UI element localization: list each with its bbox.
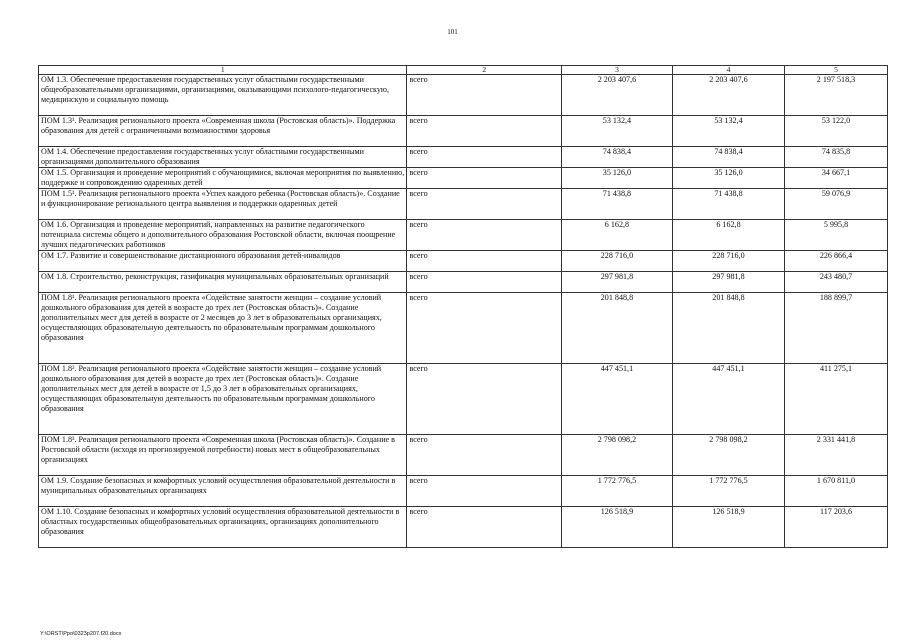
value-col-5: 59 076,9 [785, 189, 888, 220]
table-row [39, 272, 888, 293]
funding-type: всего [407, 476, 561, 507]
funding-type: всего [407, 272, 561, 293]
value-col-4: 1 772 776,5 [672, 476, 784, 507]
value-col-3: 74 838,4 [561, 147, 672, 168]
value-col-5: 74 835,8 [785, 147, 888, 168]
value-col-5: 5 995,8 [785, 220, 888, 251]
value-col-4: 2 798 098,2 [672, 435, 784, 476]
header-col-4: 4 [672, 66, 784, 75]
funding-type: всего [407, 147, 561, 168]
table-row [39, 364, 888, 435]
value-col-5: 1 670 811,0 [785, 476, 888, 507]
table-row [39, 220, 888, 251]
table-row [39, 251, 888, 272]
measure-name: ОМ 1.5. Организация и проведение мероприятий с обучающимися, включая мероприятия по выявлению, поддержке и сопровождению одаренных детей [39, 168, 407, 189]
funding-type: всего [407, 293, 561, 364]
measure-name: ОМ 1.9. Создание безопасных и комфортных условий осуществления образовательной деятельности в муниципальных образовательных организациях [39, 476, 407, 507]
value-col-4: 71 438,8 [672, 189, 784, 220]
value-col-5: 2 331 441,8 [785, 435, 888, 476]
funding-type: всего [407, 168, 561, 189]
header-col-5: 5 [785, 66, 888, 75]
header-col-1: 1 [39, 66, 407, 75]
value-col-3: 71 438,8 [561, 189, 672, 220]
funding-type: всего [407, 364, 561, 435]
value-col-5: 411 275,1 [785, 364, 888, 435]
measure-name: ПОМ 1.8¹. Реализация регионального проекта «Содействие занятости женщин – создание условий дошкольного образования для детей в возрасте до трех лет (Ростовская область)». Создание дополнительных мест для детей в возрасте от 2 месяцев до 3 лет в образовательных организациях, осуществляющих образовательную деятельность по образовательным программам дошкольного образования [39, 293, 407, 364]
measure-name: ПОМ 1.8³. Реализация регионального проекта «Современная школа (Ростовская область)». Создание в Ростовской области (исходя из прогнозируемой потребности) новых мест в общеобразовательных организациях [39, 435, 407, 476]
value-col-3: 2 203 407,6 [561, 75, 672, 116]
value-col-4: 228 716,0 [672, 251, 784, 272]
value-col-3: 6 162,8 [561, 220, 672, 251]
measure-name: ПОМ 1.3¹. Реализация регионального проекта «Современная школа (Ростовская область)». Поддержка образования для детей с ограниченными возможностями здоровья [39, 116, 407, 147]
table-row [39, 189, 888, 220]
value-col-5: 243 480,7 [785, 272, 888, 293]
table-row [39, 476, 888, 507]
table-header-row [39, 66, 888, 75]
measure-name: ПОМ 1.8². Реализация регионального проекта «Содействие занятости женщин – создание условий дошкольного образования для детей в возрасте до трех лет (Ростовская область)». Создание дополнительных мест для детей в возрасте от 1,5 до 3 лет в образовательных организациях, осуществляющих образовательную деятельность по образовательным программам дошкольного образования [39, 364, 407, 435]
table-row [39, 435, 888, 476]
value-col-4: 2 203 407,6 [672, 75, 784, 116]
table-row [39, 147, 888, 168]
header-col-2: 2 [407, 66, 561, 75]
value-col-5: 34 667,1 [785, 168, 888, 189]
value-col-5: 53 122,0 [785, 116, 888, 147]
measure-name: ОМ 1.3. Обеспечение предоставления государственных услуг областными государственными общеобразовательными организациями, организациями, оказывающими психолого-педагогическую, медицинскую и социальную помощь [39, 75, 407, 116]
page-number: 101 [447, 28, 458, 36]
funding-type: всего [407, 75, 561, 116]
value-col-3: 53 132,4 [561, 116, 672, 147]
value-col-4: 201 848,8 [672, 293, 784, 364]
measure-name: ОМ 1.10. Создание безопасных и комфортных условий осуществления образовательной деятельности в областных государственных общеобразовательных организациях, организациях дополнительного образования [39, 507, 407, 548]
value-col-3: 447 451,1 [561, 364, 672, 435]
value-col-5: 2 197 518,3 [785, 75, 888, 116]
value-col-3: 2 798 098,2 [561, 435, 672, 476]
file-path-footer: Y:\ORST\Ppo\0323p207.f20.docx [40, 631, 122, 637]
funding-type: всего [407, 189, 561, 220]
measure-name: ОМ 1.8. Строительство, реконструкция, газификация муниципальных образовательных организаций [39, 272, 407, 293]
value-col-4: 447 451,1 [672, 364, 784, 435]
measure-name: ОМ 1.7. Развитие и совершенствование дистанционного образования детей-инвалидов [39, 251, 407, 272]
measure-name: ОМ 1.4. Обеспечение предоставления государственных услуг областными государственными организациями дополнительного образования [39, 147, 407, 168]
header-col-3: 3 [561, 66, 672, 75]
value-col-4: 126 518,9 [672, 507, 784, 548]
value-col-3: 1 772 776,5 [561, 476, 672, 507]
value-col-3: 297 981,8 [561, 272, 672, 293]
funding-type: всего [407, 507, 561, 548]
funding-type: всего [407, 220, 561, 251]
table-row [39, 168, 888, 189]
value-col-3: 35 126,0 [561, 168, 672, 189]
table-row [39, 75, 888, 116]
value-col-3: 228 716,0 [561, 251, 672, 272]
table-row [39, 507, 888, 548]
value-col-4: 6 162,8 [672, 220, 784, 251]
value-col-4: 35 126,0 [672, 168, 784, 189]
value-col-4: 74 838,4 [672, 147, 784, 168]
measure-name: ОМ 1.6. Организация и проведение мероприятий, направленных на развитие педагогического потенциала системы общего и дополнительного образования Ростовской области, включая поощрение лучших педагогических работников [39, 220, 407, 251]
funding-type: всего [407, 435, 561, 476]
value-col-4: 53 132,4 [672, 116, 784, 147]
funding-type: всего [407, 116, 561, 147]
value-col-4: 297 981,8 [672, 272, 784, 293]
value-col-3: 126 518,9 [561, 507, 672, 548]
measure-name: ПОМ 1.5¹. Реализация регионального проекта «Успех каждого ребенка (Ростовская область)». Создание и функционирование регионального центра выявления и поддержки одаренных детей [39, 189, 407, 220]
funding-type: всего [407, 251, 561, 272]
value-col-3: 201 848,8 [561, 293, 672, 364]
value-col-5: 226 866,4 [785, 251, 888, 272]
value-col-5: 117 203,6 [785, 507, 888, 548]
table-row [39, 293, 888, 364]
table-row [39, 116, 888, 147]
budget-table [38, 65, 888, 548]
value-col-5: 188 899,7 [785, 293, 888, 364]
